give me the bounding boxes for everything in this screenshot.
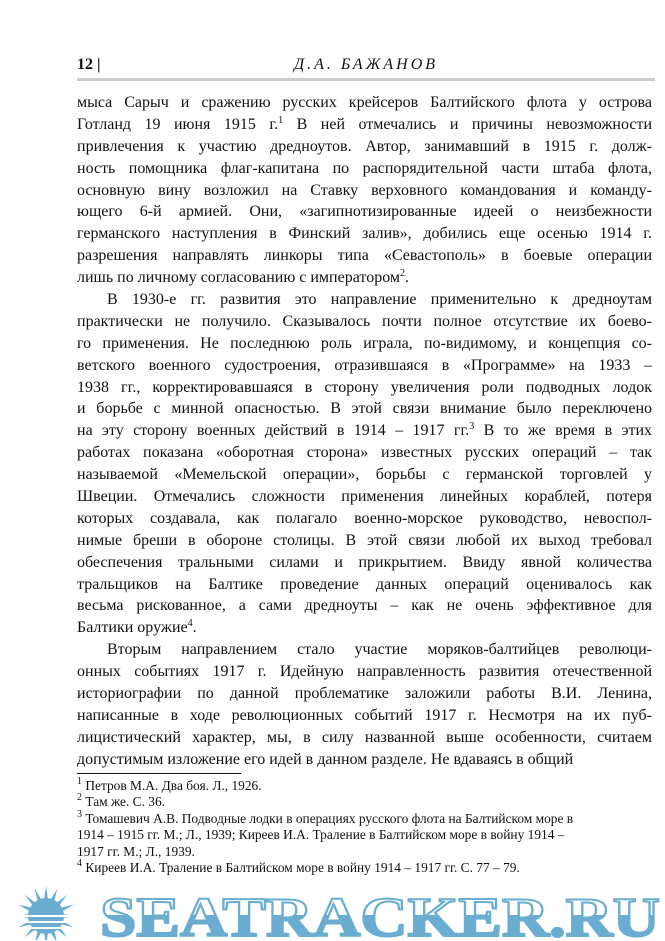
text-line xyxy=(77,355,652,377)
text-line xyxy=(77,464,652,486)
footnote-line xyxy=(77,778,652,794)
text-segment: обеспечения тральными силами и прикрытием. Ввиду явной количества xyxy=(77,553,652,571)
sun-ray xyxy=(35,888,42,902)
footnote-text: 1914 – 1915 гг. М.; Л., 1939; Киреев И.А. Траление в Балтийском море в войну 1914 – xyxy=(77,827,565,843)
text-segment: го применения. Не последнюю роль играла, по-видимому, и концепция со- xyxy=(77,334,652,352)
text-line xyxy=(77,639,652,661)
text-line xyxy=(77,749,652,771)
footnote-ref[interactable]: 4 xyxy=(187,618,193,630)
watermark-logo xyxy=(0,882,665,940)
footnote-number: 3 xyxy=(77,808,82,820)
text-line xyxy=(77,552,652,574)
text-segment: нимые бреши в обороне столицы. В этой связи любой их выход требовал xyxy=(77,531,652,549)
sun-ray xyxy=(50,930,57,940)
footnote-divider xyxy=(77,773,241,774)
text-segment: допустимым изложение его идей в данном разделе. Не вдаваясь в общий xyxy=(77,750,574,768)
watermark-text: SEATRACKER.RU xyxy=(100,887,660,940)
sun-ray xyxy=(60,905,74,912)
footnote-number: 1 xyxy=(77,776,82,787)
text-line xyxy=(77,486,652,508)
footnote-text: Петров М.А. Два боя. Л., 1926. xyxy=(85,778,262,793)
text-segment: В 1930-е гг. развития это направление применительно к дредноутам xyxy=(107,291,652,309)
text-line xyxy=(77,333,652,355)
text-segment: привлечения к участию дредноутов. Автор, занимавший в 1915 г. долж- xyxy=(77,137,652,155)
text-segment: на эту сторону военных действий в 1914 – 1917 гг. xyxy=(77,422,470,440)
footnote-ref[interactable]: 1 xyxy=(278,114,284,126)
text-line xyxy=(77,705,652,727)
sun-ray xyxy=(50,888,57,902)
text-line xyxy=(77,442,652,464)
running-title: Д.А. БАЖАНОВ xyxy=(293,56,439,73)
text-segment: . xyxy=(192,619,197,637)
text-line xyxy=(77,574,652,596)
text-line xyxy=(77,377,652,399)
text-segment: лицистический характер, мы, в силу названной выше особенности, считаем xyxy=(77,728,652,746)
text-segment: 1938 гг., корректировавшаяся в сторону увеличения роли подводных лодок xyxy=(77,378,652,396)
sun-ray xyxy=(56,895,67,906)
text-line xyxy=(77,114,652,136)
text-line xyxy=(77,530,652,552)
page-header xyxy=(77,56,655,81)
footnote-number: 2 xyxy=(77,792,82,804)
text-segment: работах показана «оборотная сторона» известных русских операций – так xyxy=(77,444,652,462)
text-segment: Готланд 19 июня 1915 г. xyxy=(77,115,279,133)
text-segment: которых создавала, как полагало военно-морское руководство, невоспол- xyxy=(77,509,652,527)
text-segment: историографии по данной проблематике заложили работы В.И. Ленина, xyxy=(77,685,652,703)
text-segment: Швеции. Отмечались сложности применения линейных кораблей, потеря xyxy=(77,488,652,506)
text-line xyxy=(77,289,652,311)
text-line xyxy=(77,683,652,705)
page-number: 12 | xyxy=(77,56,101,73)
text-line xyxy=(77,158,652,180)
footnote-line xyxy=(77,857,652,876)
text-segment: называемой «Мемельской операции», борьбы с германской торговлей у xyxy=(77,466,652,484)
text-segment: онных событиях 1917 г. Идейную направленность развития отечественной xyxy=(77,663,652,681)
footnote-line xyxy=(77,827,652,843)
footnote-ref[interactable]: 3 xyxy=(469,421,475,433)
footnote-line xyxy=(77,794,652,810)
text-line xyxy=(77,267,652,289)
text-line xyxy=(77,92,652,114)
text-line xyxy=(77,201,652,223)
footnote-text: Томашевич А.В. Подводные лодки в операциях русского флота на Балтийском море в xyxy=(85,810,574,826)
text-segment: Балтики оружие xyxy=(77,619,188,637)
body-text xyxy=(77,92,652,771)
text-segment: весьма рискованное, а сами дредноуты – как не очень эффективное для xyxy=(77,597,652,615)
text-segment: ветского военного судостроения, отразившаяся в «Программе» на 1933 – xyxy=(77,356,652,374)
text-segment: ность помощника флаг-капитана по распорядительной части штаба флота, xyxy=(77,159,652,177)
text-line xyxy=(77,311,652,333)
text-segment: и борьбе с минной опасностью. В этой связи внимание было переключено xyxy=(77,400,652,418)
text-line xyxy=(77,420,652,442)
sun-ray xyxy=(25,895,36,906)
text-line xyxy=(77,508,652,530)
footnote-line xyxy=(77,808,652,827)
text-line xyxy=(77,136,652,158)
text-segment: . xyxy=(405,269,410,287)
text-segment: В то же время в этих xyxy=(474,422,653,440)
text-segment: практически не получило. Сказывалось почти полное отсутствие их боево- xyxy=(77,312,652,330)
text-line xyxy=(77,245,652,267)
text-segment: В ней отмечались и причины невозможности xyxy=(283,115,653,133)
text-segment: германского наступления в Финский залив», добились еще осенью 1914 г. xyxy=(77,225,652,243)
text-line xyxy=(77,727,652,749)
footnote-number: 4 xyxy=(77,857,82,869)
text-segment: разрешения направлять линкоры типа «Севастополь» в боевые операции xyxy=(77,247,652,265)
footnote-text: 1917 гг. М.; Л., 1939. xyxy=(77,843,195,859)
sun-ray xyxy=(44,932,48,940)
footnote-ref[interactable]: 2 xyxy=(400,268,406,280)
text-segment: мыса Сарыч и сражению русских крейсеров Балтийского флота у острова xyxy=(77,94,652,111)
text-line xyxy=(77,661,652,683)
text-segment: лишь по личному согласованию с императором xyxy=(77,269,401,287)
text-line xyxy=(77,180,652,202)
text-segment: Вторым направлением стало участие моряков-балтийцев революци- xyxy=(107,641,652,659)
text-segment: ющего 6-й армией. Они, «загипнотизированные идеей о неизбежности xyxy=(77,203,652,221)
sun-ray xyxy=(35,930,42,940)
text-line xyxy=(77,398,652,420)
footnote-text: Там же. С. 36. xyxy=(85,794,166,810)
text-line xyxy=(77,595,652,617)
sun-ray xyxy=(18,905,32,912)
text-segment: основную вину возложил на Ставку верховного командования и команду- xyxy=(77,181,652,199)
footnotes xyxy=(77,778,652,876)
footnote-line xyxy=(77,844,652,860)
text-line xyxy=(77,223,652,245)
text-segment: написанные в ходе революционных событий 1917 г. Несмотря на их пуб- xyxy=(77,706,652,724)
text-line xyxy=(77,617,652,639)
sun-icon xyxy=(6,886,86,940)
sun-ray xyxy=(44,886,48,900)
text-segment: тральщиков на Балтике проведение данных операций оценивалось как xyxy=(77,575,652,593)
footnote-text: Киреев И.А. Траление в Балтийском море в войну 1914 – 1917 гг. С. 77 – 79. xyxy=(85,859,520,875)
